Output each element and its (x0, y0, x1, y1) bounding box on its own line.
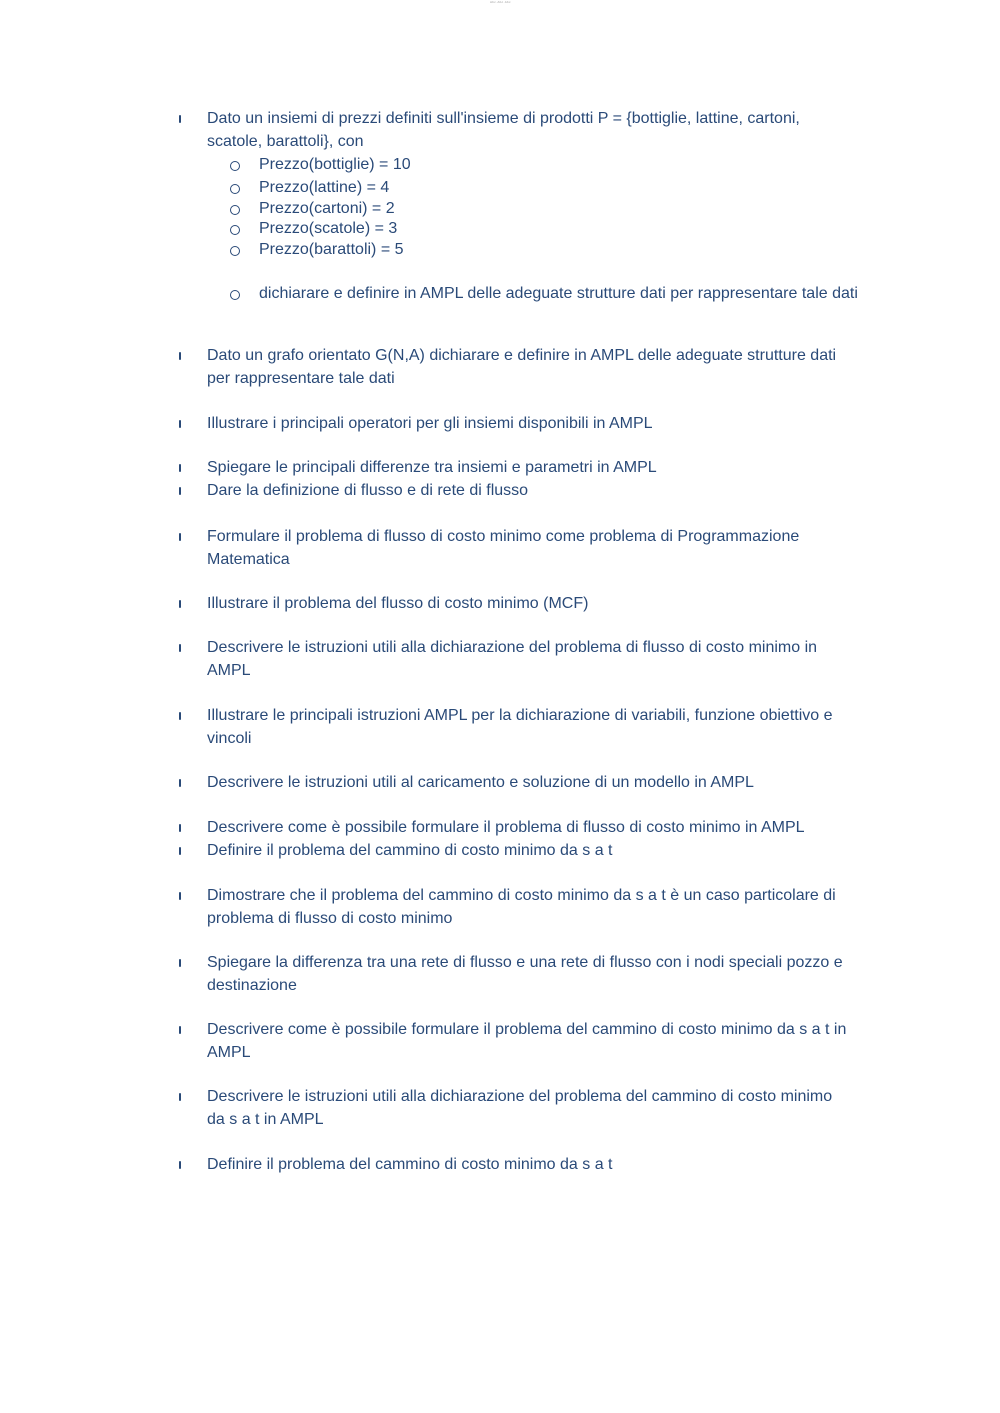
sub-bullet-marker (230, 290, 240, 300)
bullet-marker (177, 419, 183, 429)
sub-bullet-marker (230, 205, 240, 215)
sub-question-item: dichiarare e definire in AMPL delle adeguate strutture dati per rappresentare tale dati (259, 285, 858, 302)
question-item: Spiegare le principali differenze tra insiemi e parametri in AMPL (207, 459, 657, 476)
question-item: Descrivere le istruzioni utili alla dichiarazione del problema di flusso di costo minimo in AMPL (207, 639, 818, 679)
bullet-marker (177, 778, 183, 788)
price-item: Prezzo(barattoli) = 5 (259, 241, 404, 258)
bullet-marker (177, 1092, 183, 1102)
question-item: Descrivere come è possibile formulare il problema di flusso di costo minimo in AMPL (207, 819, 805, 836)
question-item: Illustrare i principali operatori per gli insiemi disponibili in AMPL (207, 415, 653, 432)
question-item: Dare la definizione di flusso e di rete di flusso (207, 482, 529, 499)
sub-bullet-marker (230, 184, 240, 194)
bullet-marker (177, 1160, 183, 1170)
sub-bullet-marker (230, 225, 240, 235)
bullet-marker (177, 486, 183, 496)
bullet-marker (177, 599, 183, 609)
question-item: Illustrare le principali istruzioni AMPL per la dichiarazione di variabili, funzione obiettivo e vincoli (207, 707, 833, 747)
page-header-mark: Abc·Abc·Abc (490, 0, 511, 4)
question-item: Dimostrare che il problema del cammino di costo minimo da s a t è un caso particolare di problema di flusso di costo minimo (207, 887, 836, 927)
price-item: Prezzo(scatole) = 3 (259, 220, 398, 237)
bullet-marker (177, 846, 183, 856)
sub-bullet-marker (230, 161, 240, 171)
question-item: Dato un insiemi di prezzi definiti sull'insieme di prodotti P = {bottiglie, lattine, cartoni, scatole, barattoli}, con (207, 110, 800, 150)
question-item: Formulare il problema di flusso di costo minimo come problema di Programmazione Matematica (207, 528, 800, 568)
bullet-marker (177, 1025, 183, 1035)
bullet-marker (177, 958, 183, 968)
bullet-marker (177, 891, 183, 901)
question-item: Spiegare la differenza tra una rete di flusso e una rete di flusso con i nodi speciali pozzo e destinazione (207, 954, 843, 994)
question-item: Illustrare il problema del flusso di costo minimo (MCF) (207, 595, 589, 612)
question-item: Descrivere come è possibile formulare il problema del cammino di costo minimo da s a t in AMPL (207, 1021, 847, 1061)
bullet-marker (177, 114, 183, 124)
bullet-marker (177, 643, 183, 653)
question-item: Dato un grafo orientato G(N,A) dichiarare e definire in AMPL delle adeguate strutture dati per rappresentare tale dati (207, 347, 837, 387)
bullet-marker (177, 463, 183, 473)
question-item: Descrivere le istruzioni utili al caricamento e soluzione di un modello in AMPL (207, 774, 754, 791)
bullet-marker (177, 351, 183, 361)
bullet-marker (177, 711, 183, 721)
sub-bullet-marker (230, 246, 240, 256)
question-item: Definire il problema del cammino di costo minimo da s a t (207, 842, 613, 859)
price-item: Prezzo(bottiglie) = 10 (259, 156, 411, 173)
bullet-marker (177, 532, 183, 542)
price-item: Prezzo(lattine) = 4 (259, 179, 390, 196)
question-item: Descrivere le istruzioni utili alla dichiarazione del problema del cammino di costo minimo da s a t in AMPL (207, 1088, 833, 1128)
price-item: Prezzo(cartoni) = 2 (259, 200, 395, 217)
question-item: Definire il problema del cammino di costo minimo da s a t (207, 1156, 613, 1173)
bullet-marker (177, 823, 183, 833)
